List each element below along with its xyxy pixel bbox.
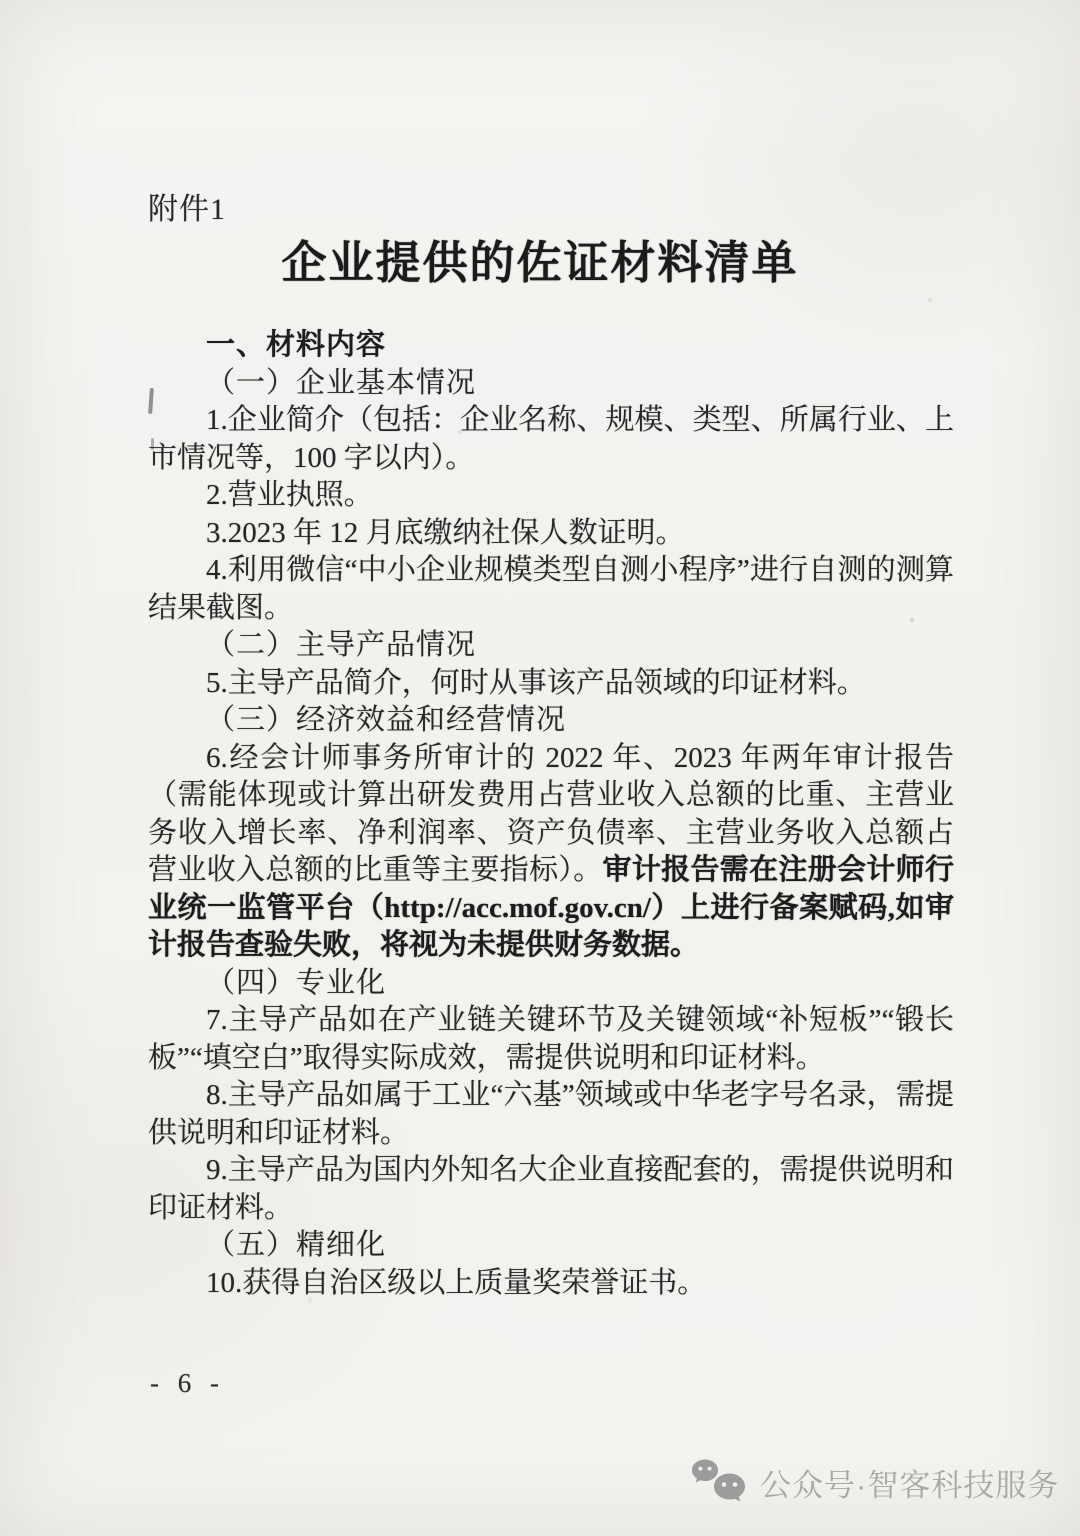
subsection-heading: （一）企业基本情况: [206, 366, 477, 399]
subsection-heading: （二）主导产品情况: [206, 629, 477, 661]
document-body: [148, 327, 954, 1302]
page-number: - 6 -: [150, 1368, 225, 1398]
list-item: 2.营业执照。: [206, 479, 373, 511]
watermark-text: 公众号·智客科技服务: [760, 1467, 1060, 1503]
subsection-heading: （三）经济效益和经营情况: [206, 704, 567, 736]
subsection-heading: （五）精细化: [206, 1229, 387, 1261]
list-item: 5.主导产品简介，何时从事该产品领域的印证材料。: [206, 666, 866, 699]
list-item-bold-text: 审计报告需在注册会计师行业统一监管平台（http://acc.mof.gov.cn/）上进行备案赋码,如审计报告查验失败，将视为未提供财务数据。: [148, 854, 954, 961]
page-title: 企业提供的佐证材料清单: [281, 238, 799, 288]
list-item: 9.主导产品为国内外知名大企业直接配套的，需提供说明和印证材料。: [148, 1154, 954, 1224]
list-item: 10.获得自治区级以上质量奖荣誉证书。: [206, 1266, 707, 1299]
list-item: [148, 740, 954, 965]
list-item-text: 6.经会计师事务所审计的 2022 年、2023 年两年审计报告（需能体现或计算出研发费用占营业收入总额的比重、主营业务收入增长率、净利润率、资产负债率、主营业务收入总额占营业收入总额的比重等主要指标）。: [148, 741, 954, 886]
list-item: 8.主导产品如属于工业“六基”领域或中华老字号名录，需提供说明和印证材料。: [148, 1079, 954, 1149]
list-item: 4.利用微信“中小企业规模类型自测小程序”进行自测的测算结果截图。: [148, 554, 954, 624]
subsection-heading: （四）专业化: [206, 966, 387, 999]
section-heading: 一、材料内容: [206, 329, 387, 361]
watermark: [688, 1458, 1059, 1506]
wechat-icon: [688, 1458, 750, 1506]
list-item: 3.2023 年 12 月底缴纳社保人数证明。: [206, 516, 685, 549]
list-item: 1.企业简介（包括：企业名称、规模、类型、所属行业、上市情况等，100 字以内）。: [148, 404, 954, 474]
list-item: 7.主导产品如在产业链关键环节及关键领域“补短板”“锻长板”“填空白”取得实际成效，需提供说明和印证材料。: [148, 1004, 954, 1074]
attachment-label: 附件1: [148, 193, 226, 226]
